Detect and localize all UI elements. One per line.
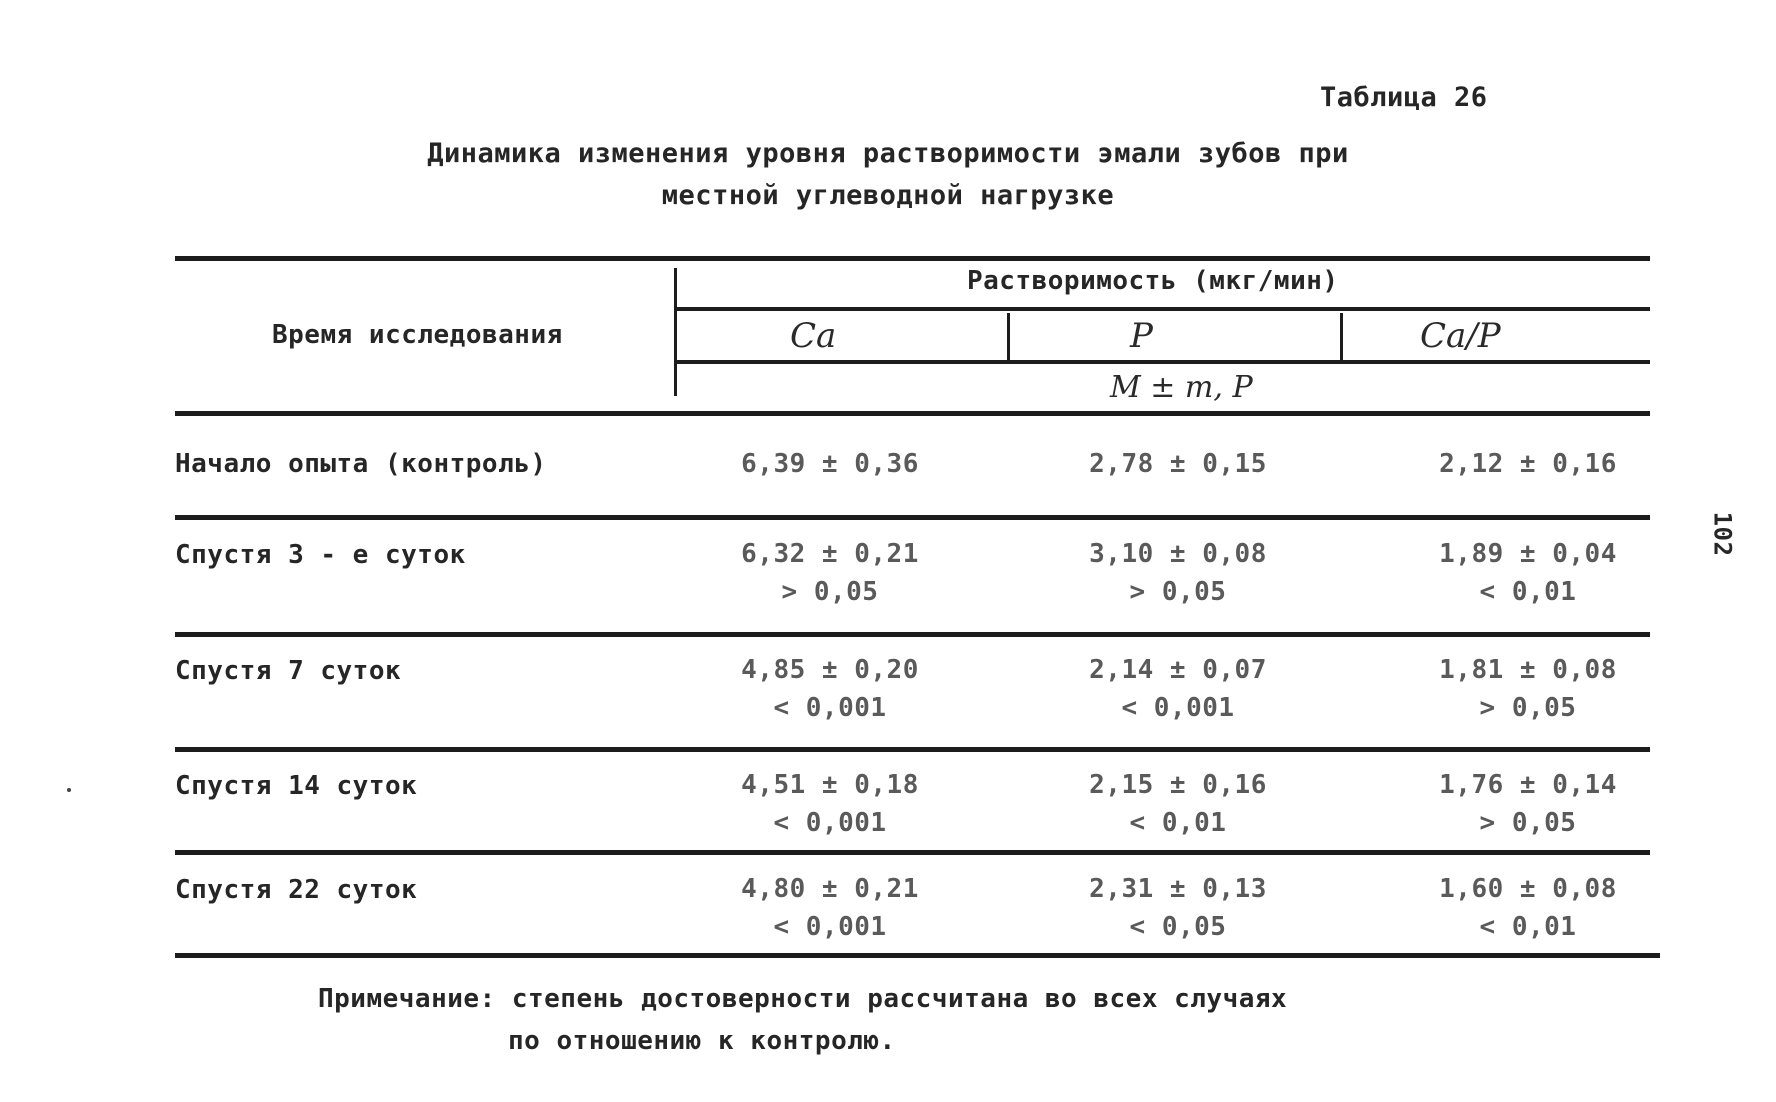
- column-header-ca-p: Ca/P: [1420, 316, 1501, 356]
- cell-value: 4,51 ± 0,18: [741, 770, 919, 800]
- table-cell: [680, 651, 980, 727]
- table-note-line-2: по отношению к контролю.: [508, 1026, 896, 1056]
- header-divider-1: [1007, 313, 1010, 361]
- column-header-ca: Ca: [790, 316, 837, 356]
- cell-p-value: > 0,05: [781, 577, 879, 607]
- table-note: [318, 978, 1287, 1062]
- cell-p-value: < 0,01: [1479, 912, 1577, 942]
- column-header-p: P: [1130, 316, 1153, 356]
- cell-value: 2,78 ± 0,15: [1089, 449, 1267, 479]
- cell-value: 2,12 ± 0,16: [1439, 449, 1617, 479]
- table-title-line-2: местной углеводной нагрузке: [661, 180, 1115, 211]
- table-note-line-1: Примечание: степень достоверности рассчитана во всех случаях: [318, 984, 1288, 1014]
- header-rule-1: [676, 307, 1650, 311]
- cell-value: 1,76 ± 0,14: [1439, 770, 1617, 800]
- cell-value: 4,85 ± 0,20: [741, 655, 919, 685]
- table-number: Таблица 26: [1320, 82, 1488, 113]
- table-cell: [680, 870, 980, 946]
- row-label: Спустя 7 суток: [175, 656, 402, 686]
- row-rule: [175, 632, 1650, 637]
- cell-p-value: < 0,01: [1129, 808, 1227, 838]
- table-cell: [680, 766, 980, 842]
- cell-value: 1,60 ± 0,08: [1439, 874, 1617, 904]
- group-header: Растворимость (мкг/мин): [967, 266, 1339, 296]
- row-label: Спустя 3 - е суток: [175, 540, 466, 570]
- header-rule-2: [676, 360, 1650, 364]
- cell-p-value: < 0,01: [1479, 577, 1577, 607]
- cell-p-value: < 0,001: [1121, 693, 1235, 723]
- cell-p-value: > 0,05: [1479, 808, 1577, 838]
- cell-value: 3,10 ± 0,08: [1089, 539, 1267, 569]
- row-label: Начало опыта (контроль): [175, 449, 547, 479]
- table-cell: [1378, 766, 1678, 842]
- table-cell: [680, 445, 980, 483]
- table-bottom-rule: [175, 953, 1660, 958]
- table-title: [0, 133, 1776, 217]
- cell-value: 1,89 ± 0,04: [1439, 539, 1617, 569]
- cell-value: 6,39 ± 0,36: [741, 449, 919, 479]
- table-cell: [1378, 870, 1678, 946]
- cell-p-value: < 0,001: [773, 808, 887, 838]
- table-cell: [1028, 651, 1328, 727]
- row-label: Спустя 22 суток: [175, 875, 418, 905]
- cell-p-value: > 0,05: [1479, 693, 1577, 723]
- table-top-rule: [175, 256, 1650, 261]
- table-cell: [1378, 651, 1678, 727]
- cell-p-value: < 0,001: [773, 693, 887, 723]
- cell-value: 2,31 ± 0,13: [1089, 874, 1267, 904]
- table-cell: [1028, 445, 1328, 483]
- table-title-line-1: Динамика изменения уровня растворимости эмали зубов при: [427, 138, 1349, 169]
- cell-value: 6,32 ± 0,21: [741, 539, 919, 569]
- cell-value: 4,80 ± 0,21: [741, 874, 919, 904]
- row-label: Спустя 14 суток: [175, 771, 418, 801]
- table-cell: [1378, 535, 1678, 611]
- table-cell: [1028, 870, 1328, 946]
- header-divider-2: [1340, 313, 1343, 361]
- page-number: 102: [1708, 511, 1737, 557]
- row-rule: [175, 850, 1650, 855]
- cell-p-value: < 0,05: [1129, 912, 1227, 942]
- header-bottom-rule: [175, 411, 1650, 416]
- cell-value: 2,15 ± 0,16: [1089, 770, 1267, 800]
- table-cell: [680, 535, 980, 611]
- table-cell: [1378, 445, 1678, 483]
- header-divider-main: [674, 268, 677, 396]
- cell-value: 2,14 ± 0,07: [1089, 655, 1267, 685]
- table-cell: [1028, 766, 1328, 842]
- cell-value: 1,81 ± 0,08: [1439, 655, 1617, 685]
- table-cell: [1028, 535, 1328, 611]
- row-rule: [175, 515, 1650, 520]
- scan-speck: [67, 788, 71, 792]
- cell-p-value: > 0,05: [1129, 577, 1227, 607]
- stats-header: M ± m, P: [1110, 370, 1253, 405]
- cell-p-value: < 0,001: [773, 912, 887, 942]
- row-rule: [175, 747, 1650, 752]
- row-label-header: Время исследования: [272, 320, 563, 350]
